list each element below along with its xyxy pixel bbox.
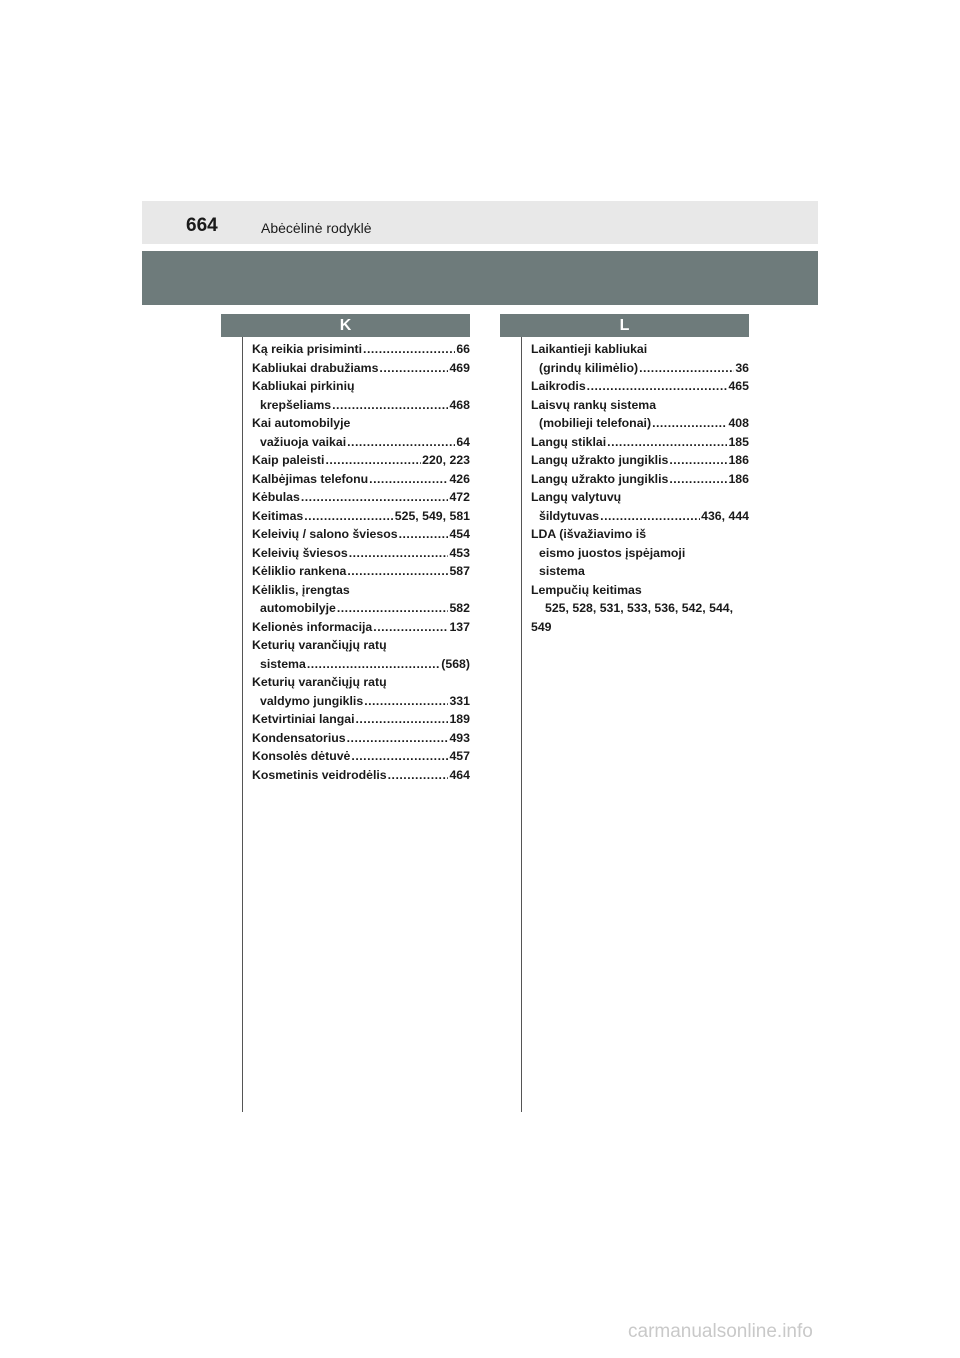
leader-dots (347, 562, 448, 581)
index-entry-line (252, 544, 470, 563)
leader-dots (388, 766, 449, 785)
leader-dots (607, 433, 727, 452)
entry-term: valdymo jungiklis (260, 693, 364, 708)
index-entry-line (252, 396, 470, 415)
entry-term: važiuoja vaikai (260, 434, 347, 449)
index-entry-line (252, 451, 470, 470)
leader-dots (332, 396, 448, 415)
column-rule-right (521, 337, 522, 1112)
index-entry (531, 340, 749, 377)
entry-term: 549 (531, 619, 552, 634)
index-entry (252, 544, 470, 563)
leader-dots (364, 692, 448, 711)
index-entry-line (252, 340, 470, 359)
entry-term: Kėliklis, įrengtas (252, 582, 350, 597)
entry-page-ref[interactable]: 464 (449, 767, 470, 782)
entry-term: automobilyje (260, 601, 336, 615)
entry-term: sistema (539, 564, 585, 578)
index-entry-line (252, 359, 470, 378)
index-entry-line (252, 747, 470, 766)
index-entry (252, 451, 470, 470)
index-entry (252, 766, 470, 785)
index-entry-line (531, 451, 749, 470)
leader-dots (369, 470, 448, 489)
entry-term: Kabliukai pirkinių (252, 379, 355, 393)
entry-page-ref[interactable]: 185 (728, 434, 749, 449)
leader-dots (347, 729, 449, 748)
index-entry (252, 618, 470, 637)
leader-dots (363, 340, 455, 359)
index-entry (531, 396, 749, 433)
index-entry-line (252, 488, 470, 507)
index-entry (252, 340, 470, 359)
index-entry-line (531, 562, 749, 581)
index-entry-line (252, 692, 470, 711)
index-entry-line (252, 414, 470, 433)
entry-term: Laikrodis (531, 379, 586, 393)
entry-page-ref[interactable]: 493 (449, 730, 470, 745)
leader-dots (639, 359, 734, 378)
index-entry (531, 433, 749, 452)
entry-term: (grindų kilimėlio) (539, 360, 639, 375)
index-entry-line (531, 581, 749, 600)
entry-page-ref[interactable]: 137 (449, 619, 470, 634)
index-entry-line (252, 636, 470, 655)
index-column-l (531, 340, 749, 636)
leader-dots (652, 414, 727, 433)
entry-term: Kelionės informacija (252, 619, 373, 634)
leader-dots (351, 747, 448, 766)
leader-dots (304, 507, 394, 526)
index-entry (252, 377, 470, 414)
entry-term: Langų užrakto jungiklis (531, 453, 669, 467)
entry-term: Kėliklio rankena (252, 564, 347, 578)
entry-page-ref[interactable]: 189 (449, 712, 470, 726)
entry-page-ref[interactable]: 469 (449, 360, 470, 375)
index-entry (252, 729, 470, 748)
entry-page-ref[interactable]: 453 (449, 545, 470, 560)
index-entry (531, 451, 749, 470)
index-entry-line (252, 729, 470, 748)
index-entry-line (252, 710, 470, 729)
entry-page-ref[interactable]: 587 (449, 564, 470, 578)
entry-page-ref[interactable]: 468 (449, 397, 470, 412)
entry-term: krepšeliams (260, 397, 332, 412)
letter-heading-l: L (500, 314, 749, 337)
leader-dots (399, 525, 449, 544)
index-entry-line (531, 470, 749, 489)
leader-dots (356, 710, 449, 729)
entry-page-ref[interactable]: 64 (456, 434, 470, 449)
index-entry-line (531, 396, 749, 415)
entry-term: Laikantieji kabliukai (531, 342, 648, 356)
index-entry-line (531, 377, 749, 396)
index-entry (252, 359, 470, 378)
index-entry-line (531, 433, 749, 452)
index-entry-line (252, 525, 470, 544)
entry-term: Keturių varančiųjų ratų (252, 638, 387, 652)
section-title: Abėcėlinė rodyklė (261, 220, 372, 236)
index-entry (252, 636, 470, 673)
entry-page-ref[interactable]: 66 (456, 342, 470, 356)
leader-dots (379, 359, 448, 378)
entry-page-ref[interactable]: 465 (728, 379, 749, 393)
index-entry-line (531, 544, 749, 563)
entry-term: sistema (260, 656, 306, 671)
index-entry (531, 377, 749, 396)
entry-page-ref[interactable]: 408 (728, 416, 749, 430)
entry-term: Langų stiklai (531, 434, 607, 449)
index-entry-line (531, 359, 749, 378)
entry-term: Langų valytuvų (531, 490, 622, 504)
index-entry (252, 747, 470, 766)
entry-term: Keleivių / salono šviesos (252, 527, 398, 541)
letter-heading-k: K (221, 314, 470, 337)
index-entry (531, 525, 749, 581)
index-entry (252, 710, 470, 729)
index-entry-line (252, 599, 470, 618)
entry-page-ref[interactable]: 186 (728, 471, 749, 486)
entry-page-ref[interactable]: 426 (449, 471, 470, 486)
entry-term: Kai automobilyje (252, 416, 351, 430)
entry-term: Laisvų rankų sistema (531, 397, 657, 412)
index-entry-line (531, 414, 749, 433)
index-entry-line (252, 562, 470, 581)
leader-dots (325, 451, 421, 470)
index-entry-line (252, 433, 470, 452)
entry-term: Keleivių šviesos (252, 545, 348, 560)
index-entry-line (252, 377, 470, 396)
index-column-k (252, 340, 470, 784)
entry-term: eismo juostos įspėjamoji (539, 545, 686, 560)
entry-page-ref[interactable]: 582 (449, 601, 470, 615)
index-entry (531, 470, 749, 489)
watermark: carmanualsonline.info (628, 1321, 813, 1342)
leader-dots (669, 451, 727, 470)
leader-dots (337, 599, 449, 618)
entry-term: Kondensatorius (252, 730, 346, 745)
leader-dots (347, 433, 455, 452)
leader-dots (600, 507, 700, 526)
entry-term: Lempučių keitimas (531, 582, 642, 597)
index-entry-line (252, 673, 470, 692)
entry-page-ref[interactable]: (568) (441, 656, 470, 671)
index-entry (531, 581, 749, 637)
entry-term: Keitimas (252, 508, 304, 523)
index-entry (252, 470, 470, 489)
entry-term: Kaip paleisti (252, 453, 325, 467)
entry-term: 525, 528, 531, 533, 536, 542, 544, (545, 601, 734, 615)
index-entry-line (252, 766, 470, 785)
leader-dots (669, 470, 727, 489)
index-entry (252, 525, 470, 544)
index-entry (252, 488, 470, 507)
entry-term: (mobilieji telefonai) (539, 416, 652, 430)
entry-page-ref[interactable]: 220, 223 (422, 453, 470, 467)
index-entry (252, 673, 470, 710)
index-entry-line (531, 618, 749, 637)
index-entry-line (531, 599, 749, 618)
index-entry-line (531, 507, 749, 526)
index-entry-line (252, 581, 470, 600)
index-entry (252, 562, 470, 581)
header-band (142, 201, 818, 244)
entry-page-ref[interactable]: 331 (449, 693, 470, 708)
entry-term: Kabliukai drabužiams (252, 360, 379, 375)
entry-term: Langų užrakto jungiklis (531, 471, 669, 486)
entry-term: šildytuvas (539, 508, 600, 523)
entry-page-ref[interactable]: 36 (735, 360, 749, 375)
entry-page-ref[interactable]: 472 (449, 490, 470, 504)
index-entry (252, 414, 470, 451)
index-entry (531, 488, 749, 525)
entry-term: Keturių varančiųjų ratų (252, 675, 387, 689)
entry-page-ref[interactable]: 525, 549, 581 (394, 508, 470, 523)
entry-term: Ką reikia prisiminti (252, 342, 363, 356)
index-entry-line (252, 618, 470, 637)
entry-page-ref[interactable]: 454 (449, 527, 470, 541)
index-entry-line (531, 525, 749, 544)
entry-page-ref[interactable]: 436, 444 (701, 508, 749, 523)
entry-term: Kėbulas (252, 490, 300, 504)
index-entry-line (531, 488, 749, 507)
leader-dots (307, 655, 440, 674)
index-entry-line (252, 655, 470, 674)
leader-dots (301, 488, 449, 507)
entry-page-ref[interactable]: 457 (449, 749, 470, 763)
leader-dots (349, 544, 449, 563)
index-entry-line (252, 507, 470, 526)
index-entry (252, 507, 470, 526)
leader-dots (587, 377, 728, 396)
index-entry-line (252, 470, 470, 489)
index-entry-line (531, 340, 749, 359)
entry-term: LDA (išvažiavimo iš (531, 527, 647, 541)
entry-term: Kosmetinis veidrodėlis (252, 767, 387, 782)
leader-dots (373, 618, 448, 637)
page-number: 664 (186, 215, 218, 236)
entry-term: Kalbėjimas telefonu (252, 471, 369, 486)
entry-page-ref[interactable]: 186 (728, 453, 749, 467)
header-dark-band (142, 251, 818, 305)
index-entry (252, 581, 470, 618)
entry-term: Konsolės dėtuvė (252, 749, 351, 763)
entry-term: Ketvirtiniai langai (252, 712, 355, 726)
column-rule-left (242, 337, 243, 1112)
